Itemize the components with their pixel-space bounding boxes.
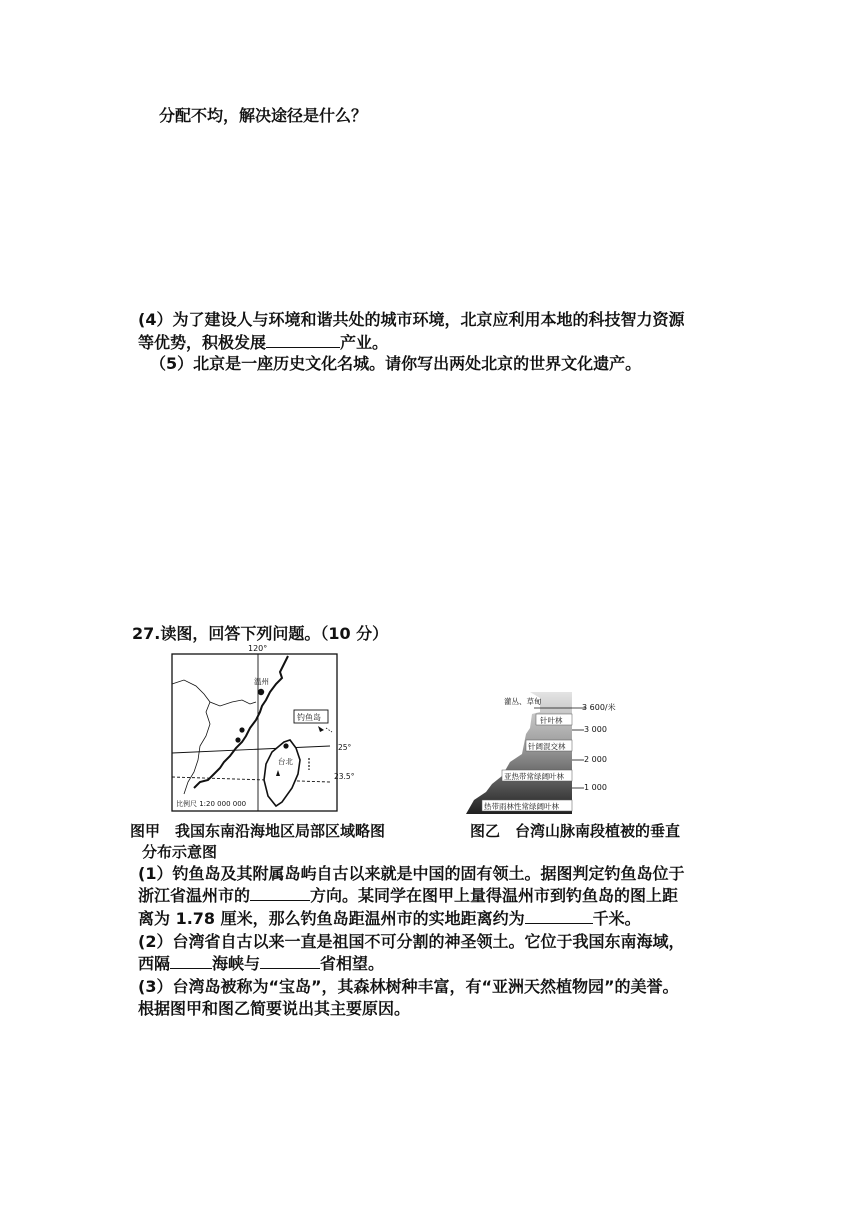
- diaoyu-label: 钓鱼岛: [297, 713, 321, 722]
- altitude-label-3000: 3 000: [584, 725, 607, 734]
- q27-part3-line1: (3）台湾岛被称为“宝岛”，其森林树种丰富，有“亚洲天然植物园”的美誉。: [138, 977, 679, 996]
- q27-heading: 27.读图，回答下列问题。（10 分）: [132, 624, 389, 643]
- figure-a-caption: 图甲 我国东南沿海地区局部区域略图: [130, 822, 386, 840]
- taibei-city-dot: [283, 743, 288, 748]
- q27-part2-line2: [138, 954, 384, 974]
- vegetation-vertical-zone-diagram: [466, 684, 656, 816]
- zone-label-shrub-meadow: 灌丛、草甸: [504, 697, 542, 706]
- wenzhou-label: 温州: [254, 677, 269, 686]
- zone-label-subtropical: 亚热带常绿阔叶林: [504, 772, 564, 781]
- latitude-label-23-5: 23.5°: [334, 772, 355, 781]
- zone-label-coniferous: 针叶林: [540, 716, 563, 725]
- southeast-coast-map: [170, 642, 355, 814]
- wenzhou-city-dot: [258, 689, 264, 695]
- zone-label-tropical: 热带雨林性常绿阔叶林: [484, 802, 559, 811]
- answer-blank: [250, 886, 310, 901]
- q27-part1-text-d: 千米。: [592, 909, 641, 928]
- figure-b-caption: 图乙 台湾山脉南段植被的垂直: [470, 822, 681, 840]
- q27-part2-text-b: 海峡与: [212, 954, 261, 973]
- taibei-label: 台北: [278, 757, 293, 766]
- altitude-label-2000: 2 000: [584, 755, 607, 764]
- altitude-label-1000: 1 000: [584, 783, 607, 792]
- answer-blank: [260, 954, 320, 969]
- q27-part2-line1: (2）台湾省自古以来一直是祖国不可分割的神圣领土。它位于我国东南海域，: [138, 932, 685, 951]
- q26-line-continuation: 分配不均，解决途径是什么？: [159, 106, 368, 125]
- city-dot: [235, 737, 240, 742]
- q27-part3-line2: 根据图甲和图乙简要说出其主要原因。: [138, 999, 411, 1018]
- q26-part4-text-b: 产业。: [340, 333, 389, 352]
- q26-part5: （5）北京是一座历史文化名城。请你写出两处北京的世界文化遗产。: [150, 354, 642, 373]
- zone-label-mixed: 针阔混交林: [528, 742, 566, 751]
- q27-part2-text-c: 省相望。: [320, 954, 385, 973]
- longitude-label: 120°: [248, 644, 268, 653]
- q27-part1-line1: (1）钓鱼岛及其附属岛屿自古以来就是中国的固有领土。据图判定钓鱼岛位于: [138, 864, 685, 883]
- q27-part1-line2: [138, 886, 678, 906]
- figure-b-caption-cont: 分布示意图: [142, 843, 218, 861]
- q27-part1-text-a: 浙江省温州市的: [138, 886, 251, 905]
- latitude-label-25: 25°: [338, 743, 352, 752]
- q27-part1-text-c: 离为 1.78 厘米，那么钓鱼岛距温州市的实地距离约为: [138, 909, 525, 928]
- q26-part4-line1: (4）为了建设人与环境和谐共处的城市环境，北京应利用本地的科技智力资源: [138, 310, 685, 329]
- mountain-slope: [466, 692, 572, 814]
- altitude-label-3600: 3 600/米: [582, 703, 616, 712]
- answer-blank: [266, 333, 340, 348]
- q26-part4-line2: [138, 333, 388, 353]
- q27-part2-text-a: 西隔: [138, 954, 171, 973]
- map-scale: 比例尺 1:20 000 000: [176, 800, 247, 808]
- q27-part1-text-b: 方向。某同学在图甲上量得温州市到钓鱼岛的图上距: [310, 886, 679, 905]
- answer-blank: [525, 909, 593, 924]
- q27-part1-line3: [138, 909, 641, 929]
- q26-part4-text-a: 等优势，积极发展: [138, 333, 267, 352]
- answer-blank: [170, 954, 212, 969]
- city-dot: [239, 727, 244, 732]
